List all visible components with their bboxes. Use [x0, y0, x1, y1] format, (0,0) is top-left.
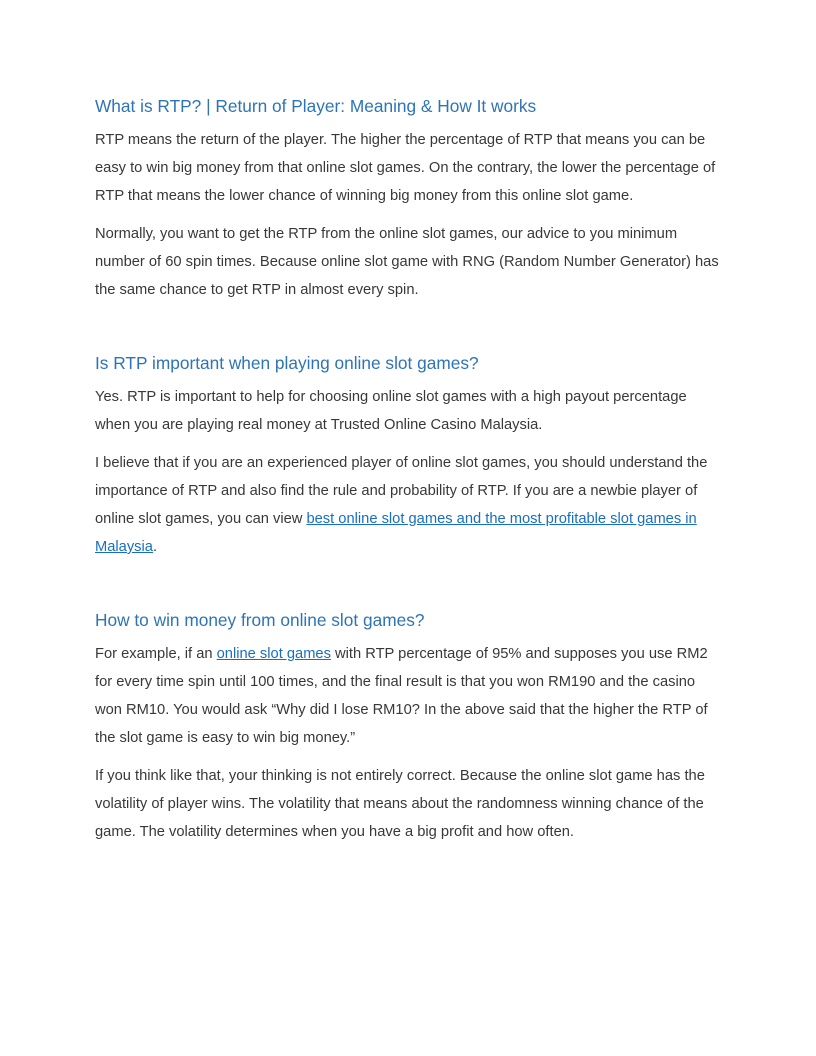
section-how-to-win — [95, 608, 720, 846]
paragraph-rtp-importance — [95, 383, 720, 439]
paragraph-text: with RTP percentage of 95% and supposes you use RM2 for every time spin until 100 times, and the final result is that you won RM190 and the casino won RM10. You would ask “Why did I lose RM10? In the above said that the higher the RTP of the slot game is easy to win big money.” — [95, 646, 708, 746]
paragraph-text: I believe that if you are an experienced player of online slot games, you should understand the importance of RTP and also find the rule and probability of RTP. If you are a newbie player of online slot games, you can view — [95, 455, 708, 527]
heading-is-rtp-important: Is RTP important when playing online slot games? — [95, 353, 479, 373]
paragraph-text: Normally, you want to get the RTP from the online slot games, our advice to you minimum number of 60 spin times. Because online slot game with RNG (Random Number Generator) has the same chance to get RTP in almost every spin. — [95, 226, 719, 298]
paragraph-text: Yes. RTP is important to help for choosing online slot games with a high payout percentage when you are playing real money at Trusted Online Casino Malaysia. — [95, 389, 687, 433]
section-is-rtp-important — [95, 351, 720, 561]
paragraph-text: For example, if an — [95, 646, 217, 662]
section-what-is-rtp — [95, 94, 720, 304]
link-online-slot-games[interactable]: online slot games — [216, 646, 331, 662]
heading-what-is-rtp: What is RTP? | Return of Player: Meaning & How It works — [95, 96, 537, 116]
paragraph-experienced-player — [95, 449, 720, 561]
link-best-online-slot-games[interactable]: best online slot games and the most profitable slot games in Malaysia — [95, 511, 697, 555]
paragraph-rtp-advice — [95, 220, 720, 304]
heading-how-to-win: How to win money from online slot games? — [95, 610, 425, 630]
paragraph-text: If you think like that, your thinking is not entirely correct. Because the online slot game has the volatility of player wins. The volatility that means about the randomness winning chance of the game. The volatility determines when you have a big profit and how often. — [95, 768, 705, 840]
paragraph-rtp-example — [95, 640, 720, 752]
paragraph-text: RTP means the return of the player. The higher the percentage of RTP that means you can be easy to win big money from that online slot games. On the contrary, the lower the percentage of RTP that means the lower chance of winning big money from this online slot game. — [95, 132, 716, 204]
paragraph-text: . — [152, 539, 158, 555]
paragraph-volatility — [95, 762, 720, 846]
paragraph-rtp-meaning — [95, 126, 720, 210]
